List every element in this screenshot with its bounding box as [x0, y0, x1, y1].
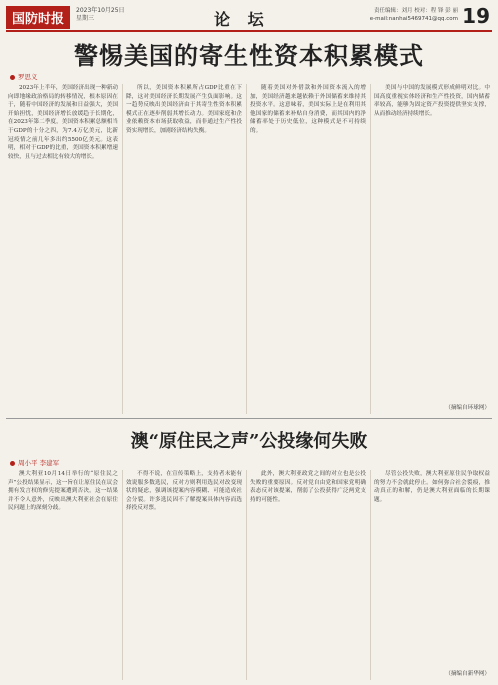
article2-title: 澳“原住民之声”公投缘何失败 — [130, 431, 368, 452]
page-number: 19 — [462, 4, 490, 28]
article2-column-4: 尽管公投失败，澳大利亚原住民争取权益的努力不会就此停止。如何弥合社会裂痕，推动真正的和解，仍是澳大利亚面临的长期课题。 — [374, 471, 490, 503]
article1-source: （摘编自环球网） — [445, 405, 490, 411]
author-bullet-icon — [10, 75, 15, 80]
article1-author: 罗思义 — [10, 72, 38, 81]
column-divider — [370, 470, 371, 680]
editor-contact: 责任编辑：刘月 校对：程 锋 彭 丽 e-mail:nanhai5469741@qq.com — [369, 8, 458, 22]
article2-column-1: 澳大利亚10月14日举行的“原住民之声”公投结果显示，这一旨在让原住民在议会拥有发言权的修宪提案遭到否决。这一结果并不令人意外，反映出澳大利亚社会在原住民问题上的深刻分歧。 — [8, 471, 118, 512]
column-divider — [122, 84, 123, 414]
author-bullet-icon — [10, 461, 15, 466]
article1-column-3: 随着美国对外借款和外国资本流入的增加，美国经济越来越依赖于外国储蓄来维持其投资水平。这意味着，美国实际上是在利用其他国家的储蓄来补贴自身消费，而其国内的净储蓄率处于历史低位，这种模式是不可持续的。 — [250, 85, 366, 134]
article2-column-2: 不得不说，在宣传策略上，支持者未能有效说服多数选民，反对方则利用选民对改变现状的疑虑，强调该提案内容模糊、可能造成社会分裂。许多选民因不了解提案具体内容而选择投反对票。 — [126, 471, 242, 512]
column-divider — [246, 84, 247, 414]
newspaper-logo: 国防时报 — [6, 6, 70, 29]
column-divider — [122, 470, 123, 680]
article-divider — [6, 418, 492, 419]
article1-column-2: 所以，美国资本积累所占GDP比重在下降，这对美国经济长期发展产生负面影响。这一趋势反映出美国经济由于其寄生性资本积累模式正在逐步削弱其增长动力。美国家庭和企业依赖资本市场获取收益，而非通过生产性投资实现增长，加剧经济结构失衡。 — [126, 85, 242, 134]
column-divider — [370, 84, 371, 414]
article1-title: 警惕美国的寄生性资本积累模式 — [74, 41, 424, 70]
article1-column-4: 美国与中国的发展模式形成鲜明对比。中国高度重视实体经济和生产性投资，国内储蓄率较高，能够为固定资产投资提供坚实支撑，从而推动经济持续增长。 — [374, 85, 490, 117]
masthead — [6, 4, 492, 32]
article2-source: （摘编自新华网） — [445, 671, 490, 677]
issue-date: 2023年10月25日 星期三 — [76, 7, 125, 22]
article2-author: 周小平 李建军 — [10, 458, 59, 467]
column-divider — [246, 470, 247, 680]
article1-column-1: 2023年上半年，美国经济出现一种新动向即地缘政治格局的转移情况，根本原因在于，随着中国经济的发展和日益强大，美国开始担忧，美国经济增长放缓趋于长期化，在2023年第二季度，美国资本积累总额相当于GDP的十分之四，为7.4万亿美元，比新冠疫情之前几年多出约5500亿美元。这表明，相对于GDP的比重，美国资本积累增速较快，且与过去相比有较大的增长。 — [8, 85, 118, 160]
section-name: 论 坛 — [214, 10, 270, 29]
article2-column-3: 此外，澳大利亚政党之间的对立也是公投失败的重要原因。反对党自由党和国家党明确表态反对该提案，削弱了公投获得广泛两党支持的可能性。 — [250, 471, 366, 503]
